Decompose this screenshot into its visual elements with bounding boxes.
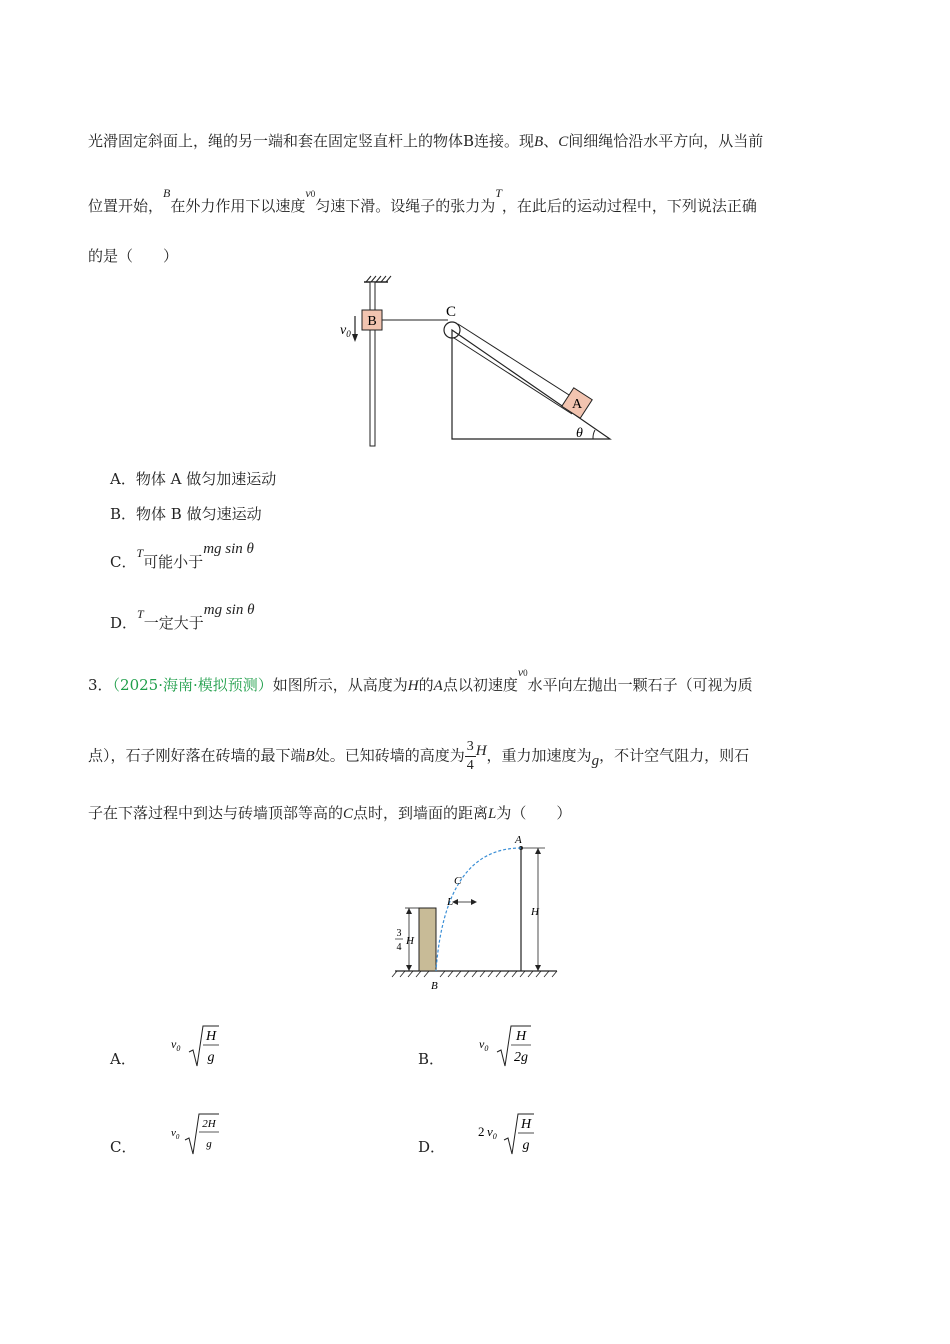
q3-line1-H: H <box>407 678 419 694</box>
svg-text:H: H <box>520 1117 531 1132</box>
q3-line2-c: ，重力加速度为 <box>486 746 592 765</box>
q2-option-D[interactable] <box>110 602 255 633</box>
q2-line-3 <box>88 245 178 266</box>
q2-line2-mid: 在外力作用下以速度 <box>170 197 306 215</box>
option-formula <box>449 1022 528 1070</box>
q2-line1-sep: 、 <box>543 132 559 150</box>
option-text: 物体 A 做匀加速运动 <box>135 470 277 488</box>
velocity-arrowhead <box>352 334 358 342</box>
q2-line1-C: C <box>558 134 569 150</box>
option-key: A． <box>110 1050 136 1068</box>
svg-text:v0: $v_0$ <box>170 1037 180 1053</box>
svg-text:H: H <box>515 1029 526 1044</box>
q3-line3-L: L <box>488 806 497 822</box>
q2-option-B[interactable] <box>110 503 262 524</box>
point-A-label: A <box>515 834 522 846</box>
q3-line2-b: 处。已知砖墙的高度为 <box>314 746 465 765</box>
q2-line-2 <box>88 186 757 216</box>
q3-line1-b: 的 <box>418 676 434 694</box>
option-expr: mg sin θ <box>203 602 255 618</box>
q2-option-A[interactable] <box>110 468 276 489</box>
q2-line2-T: T <box>495 186 502 200</box>
q3-line3-a: 子在下落过程中到达与砖墙顶部等高的 <box>88 804 344 822</box>
angle-arc <box>593 430 595 439</box>
q3-line-2 <box>88 738 749 775</box>
svg-text:g: g <box>522 1138 530 1153</box>
svg-text:g: g <box>206 1138 213 1150</box>
option-text: 一定大于 <box>143 614 204 632</box>
q2-line1-end: 间细绳恰沿水平方向，从当前 <box>568 132 764 150</box>
q3-line2-a: 点），石子刚好落在砖墙的最下端 <box>88 746 306 765</box>
q3-line2-g: g <box>591 752 600 769</box>
option-key: A． <box>110 470 136 488</box>
distance-L-label: L <box>447 896 454 908</box>
option-key: D． <box>418 1138 446 1156</box>
svg-text:2H: 2H <box>202 1118 216 1130</box>
q3-line1-A: A <box>433 678 443 694</box>
q3-line-1 <box>88 665 753 695</box>
option-formula <box>141 1110 216 1158</box>
q3-number: 3． <box>88 676 113 694</box>
option-T: T <box>136 546 144 560</box>
option-text: 物体 B 做匀速运动 <box>136 505 262 523</box>
block-B-label: B <box>367 314 377 329</box>
incline-rope-top <box>458 324 580 402</box>
q3-line1-a: 如图所示，从高度为 <box>272 676 408 694</box>
incline <box>452 330 610 439</box>
q3-option-A[interactable] <box>110 1022 216 1070</box>
q3-line2-H: H <box>475 742 487 759</box>
q3-source: （2025·海南·模拟预测） <box>112 676 273 694</box>
q2-line2-mid2: 匀速下滑。设绳子的张力为 <box>315 197 496 215</box>
height-H-label: H <box>531 906 539 918</box>
q2-line2-v-sub: 0 <box>310 189 316 199</box>
q3-figure <box>385 832 565 997</box>
q3-line1-d: 水平向左抛出一颗石子（可视为质 <box>527 676 753 694</box>
option-key: B． <box>418 1050 445 1068</box>
wall-frac-den: 4 <box>396 942 402 953</box>
q3-line3-c: 为（ ） <box>496 804 572 822</box>
q3-line1-v-sub: 0 <box>523 668 528 678</box>
q3-line3-C: C <box>343 806 354 822</box>
q3-line3-b: 点时，到墙面的距离 <box>353 804 489 822</box>
vertical-rod <box>370 282 375 446</box>
point-B-label: B <box>431 980 438 992</box>
option-expr: mg sin θ <box>203 541 254 557</box>
wall-frac-num: 3 <box>396 928 402 939</box>
option-key: B． <box>110 505 137 523</box>
svg-text:v0: $v_0$ <box>171 1127 180 1141</box>
q3-line1-c: 点以初速度 <box>442 676 518 694</box>
q3-option-C[interactable] <box>110 1110 216 1158</box>
option-key: D． <box>110 614 138 632</box>
ceiling-hatch <box>366 276 391 282</box>
q2-line-1 <box>88 130 763 151</box>
trajectory <box>436 848 521 971</box>
q2-option-C[interactable] <box>110 541 254 572</box>
option-key: C． <box>110 553 137 571</box>
q2-figure <box>330 272 620 452</box>
q2-line3-text: 的是（ ） <box>88 247 179 265</box>
ground-hatch <box>392 971 557 977</box>
angle-label: θ <box>576 426 583 441</box>
q2-line2-B: B <box>163 186 171 200</box>
option-T: T <box>137 607 144 621</box>
block-A-label: A <box>571 397 583 412</box>
svg-text:g: g <box>207 1050 215 1065</box>
option-text: 可能小于 <box>143 553 204 571</box>
option-formula <box>141 1022 216 1070</box>
q2-line2-start: 位置开始， <box>88 197 164 215</box>
svg-text:2: 2 <box>477 1124 485 1139</box>
option-formula <box>450 1110 530 1158</box>
svg-text:v0: $v_0$ <box>478 1037 489 1053</box>
option-key: C． <box>110 1138 137 1156</box>
q3-option-B[interactable] <box>418 1022 528 1070</box>
q3-line2-B: B <box>305 748 315 765</box>
velocity-label: $v_0$ <box>340 323 351 339</box>
q2-line2-v: v <box>305 186 311 200</box>
pulley-label: C <box>446 304 457 320</box>
q3-line2-frac: $\frac{3}{4}$ <box>466 739 474 773</box>
q2-line1-B: B <box>534 134 544 150</box>
q3-line-3 <box>88 802 571 823</box>
q2-line1-text: 光滑固定斜面上，绳的另一端和套在固定竖直杆上的物体B连接。现 <box>88 132 535 150</box>
q3-line2-d: ，不计空气阻力，则石 <box>599 746 750 765</box>
incline-rope-bottom <box>454 338 572 414</box>
point-C-label: C <box>454 875 462 887</box>
svg-text:H: H <box>205 1029 216 1044</box>
q3-line1-v: v <box>517 665 524 679</box>
svg-text:2g: 2g <box>513 1050 528 1065</box>
q2-line2-end: ，在此后的运动过程中，下列说法正确 <box>501 197 757 215</box>
q3-option-D[interactable] <box>418 1110 530 1158</box>
wall-H-label: H <box>406 935 414 947</box>
brick-wall <box>419 908 436 971</box>
svg-text:v0: $v_0$ <box>486 1124 497 1141</box>
